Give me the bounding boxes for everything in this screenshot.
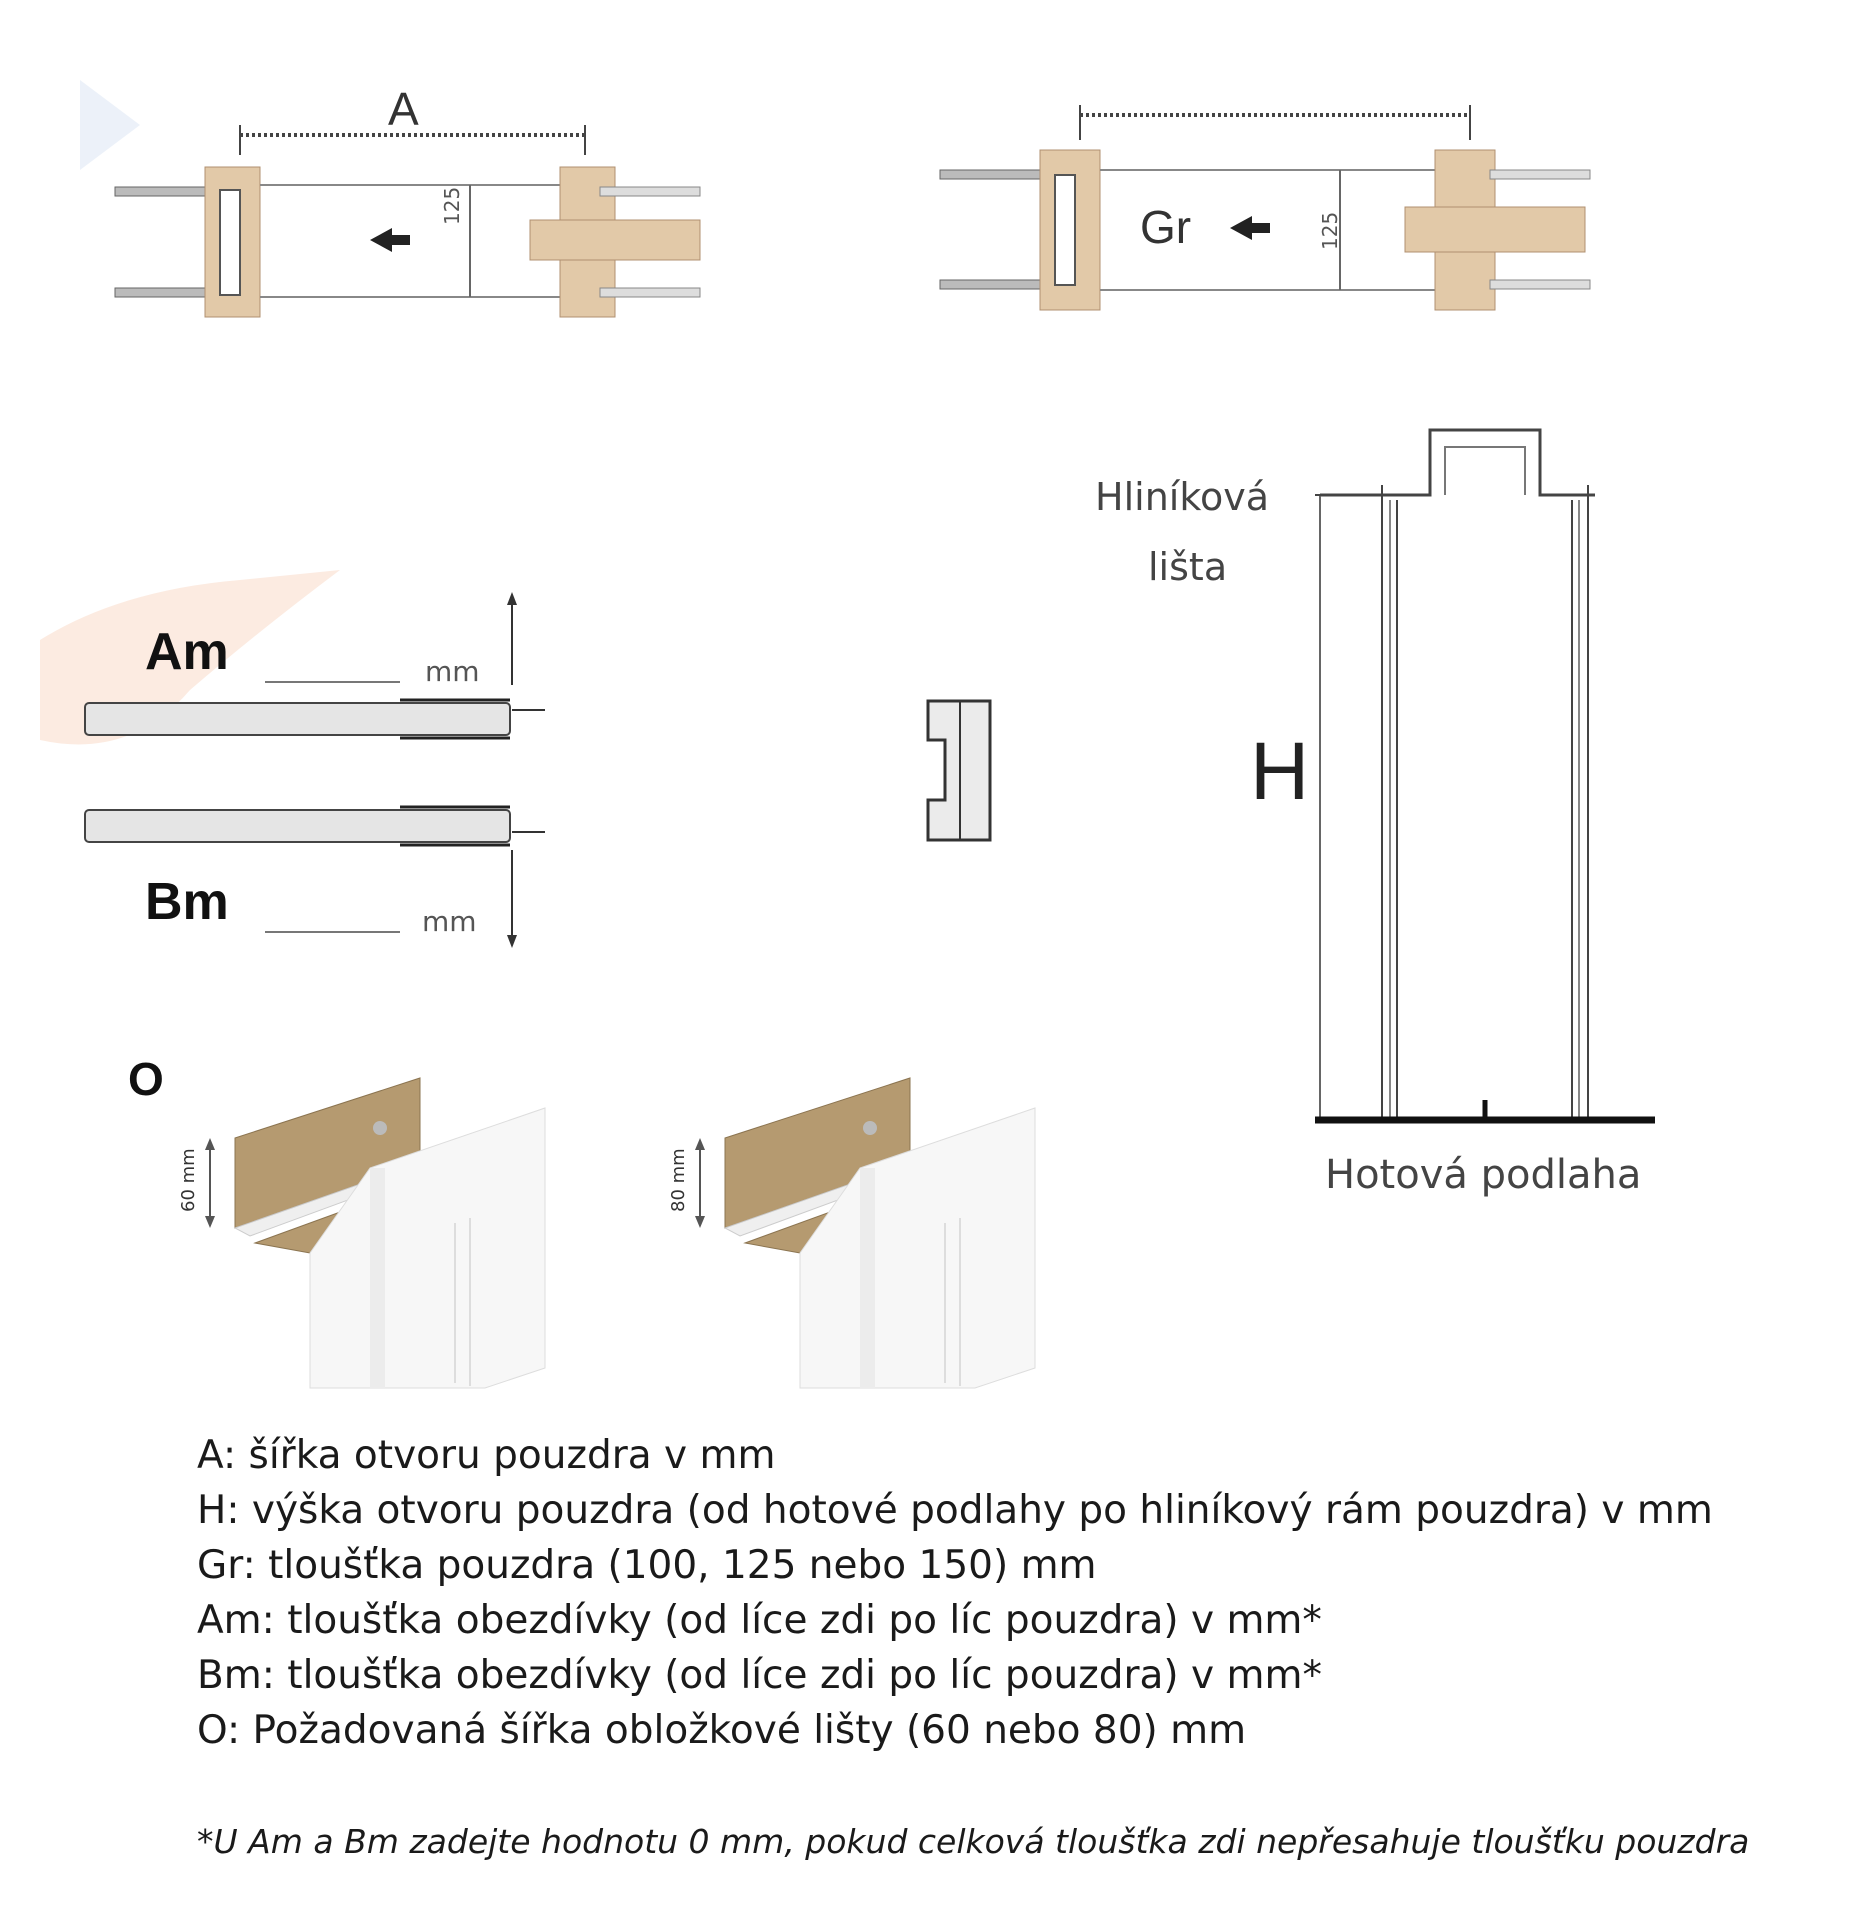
frame-60mm [175, 1068, 555, 1398]
label-h: H [1250, 726, 1310, 817]
profile-section [925, 698, 995, 843]
frame-80mm [665, 1068, 1045, 1398]
dimension-80mm: 80 mm [668, 1148, 689, 1212]
legend-item-bm: Bm: tloušťka obezdívky (od líce zdi po líc pouzdra) v mm* [197, 1653, 1323, 1698]
legend-item-am: Am: tloušťka obezdívky (od líce zdi po líc pouzdra) v mm* [197, 1598, 1322, 1643]
dimension-125-right: 125 [1318, 211, 1342, 250]
label-finished-floor: Hotová podlaha [1325, 1152, 1642, 1198]
legend-item-a: A: šířka otvoru pouzdra v mm [197, 1433, 776, 1478]
footnote: *U Am a Bm zadejte hodnotu 0 mm, pokud celková tloušťka zdi nepřesahuje tloušťku pouzdra [197, 1822, 1750, 1861]
plan-view-gr [930, 95, 1600, 335]
dimension-60mm: 60 mm [178, 1148, 199, 1212]
unit-am: mm [425, 655, 480, 688]
label-am: Am [145, 623, 229, 681]
legend-item-gr: Gr: tloušťka pouzdra (100, 125 nebo 150) mm [197, 1543, 1097, 1588]
label-aluminium-rail-line2: lišta [1148, 545, 1228, 589]
legend-item-o: O: Požadovaná šířka obložkové lišty (60 nebo 80) mm [197, 1708, 1247, 1753]
dimension-125-left: 125 [440, 186, 464, 225]
legend-item-h: H: výška otvoru pouzdra (od hotové podlahy po hliníkový rám pouzdra) v mm [197, 1488, 1713, 1533]
unit-bm: mm [422, 905, 477, 938]
label-bm: Bm [145, 873, 229, 931]
label-o: O [128, 1053, 164, 1105]
label-a: A [388, 83, 419, 135]
am-bm-diagram [40, 570, 560, 960]
elevation-h [1300, 425, 1670, 1145]
label-aluminium-rail-line1: Hliníková [1095, 475, 1270, 519]
label-gr: Gr [1140, 201, 1192, 253]
legend [197, 1428, 1713, 1758]
